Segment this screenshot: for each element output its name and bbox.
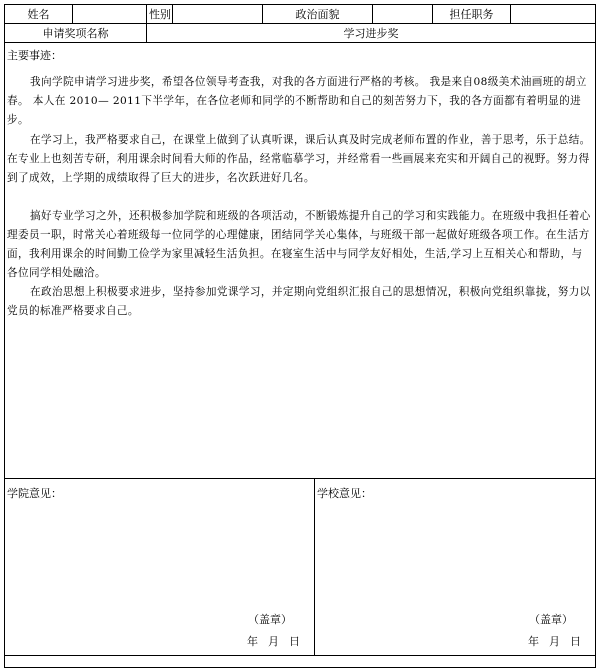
deeds-paragraph-2: 在学习上，我严格要求自己，在课堂上做到了认真听课，课后认真及时完成老师布置的作业，善于思考，乐于总结。在专业上也刻苦专研，利用课余时间看大师的作品，经常临摹学习，并经常看一些画展来充实和开阔自己的视野。努力得到了成效，上学期的成绩取得了巨大的进步，名次跃进好几名。 — [7, 134, 591, 184]
deeds-paragraph-3: 搞好专业学习之外，还积极参加学院和班级的各项活动，不断锻炼提升自己的学习和实践能力。在班级中我担任着心理委员一职，时常关心着班级每一位同学的心理健康，团结同学关心集体，与班级干部一起做好班级各项工作。在生活方面，我利用课余的时间勤工俭学为家里减轻生活负担。在寝室生活中与同学友好相处，生活,学习上互相关心和帮助，与各位同学相处融洽。 — [7, 210, 591, 279]
name-value — [73, 5, 147, 23]
college-opinion-section — [5, 479, 315, 655]
gender-label: 性别 — [147, 5, 173, 23]
award-name-value: 学习进步奖 — [343, 27, 399, 40]
name-label: 姓名 — [5, 5, 73, 23]
gender-value — [173, 5, 263, 23]
school-opinion-section — [315, 479, 595, 655]
college-seal-text: （盖章） — [248, 613, 292, 626]
school-seal-text: （盖章） — [529, 613, 573, 626]
political-status-value — [373, 5, 433, 23]
main-deeds-section — [5, 43, 595, 479]
deeds-paragraph-4: 在政治思想上积极要求进步，坚持参加党课学习，并定期向党组织汇报自己的思想情况，积极向党组织靠拢，努力以党员的标准严格要求自己。 — [7, 286, 591, 317]
personal-info-row — [5, 5, 595, 24]
position-label: 担任职务 — [433, 5, 511, 23]
school-opinion-label: 学校意见： — [317, 487, 372, 500]
main-deeds-label: 主要事迹： — [7, 49, 62, 62]
college-date-text: 年月日 — [247, 635, 310, 648]
award-name-label: 申请奖项名称 — [5, 24, 147, 42]
form-frame — [4, 4, 596, 668]
school-date-text: 年月日 — [528, 635, 591, 648]
political-status-label: 政治面貌 — [263, 5, 373, 23]
deeds-paragraph-1: 我向学院申请学习进步奖，希望各位领导考查我，对我的各方面进行严格的考核。 我是来自08级美术油画班的胡立春。 本人在 2010— 2011下半学年，在各位老师和同学的不断帮助和自己的刻苦努力下，我的各方面都有着明显的进步。 — [7, 76, 587, 126]
college-opinion-label: 学院意见： — [7, 487, 62, 500]
position-value — [511, 5, 595, 23]
award-name-row — [5, 24, 595, 43]
form-footer-row — [5, 655, 595, 669]
